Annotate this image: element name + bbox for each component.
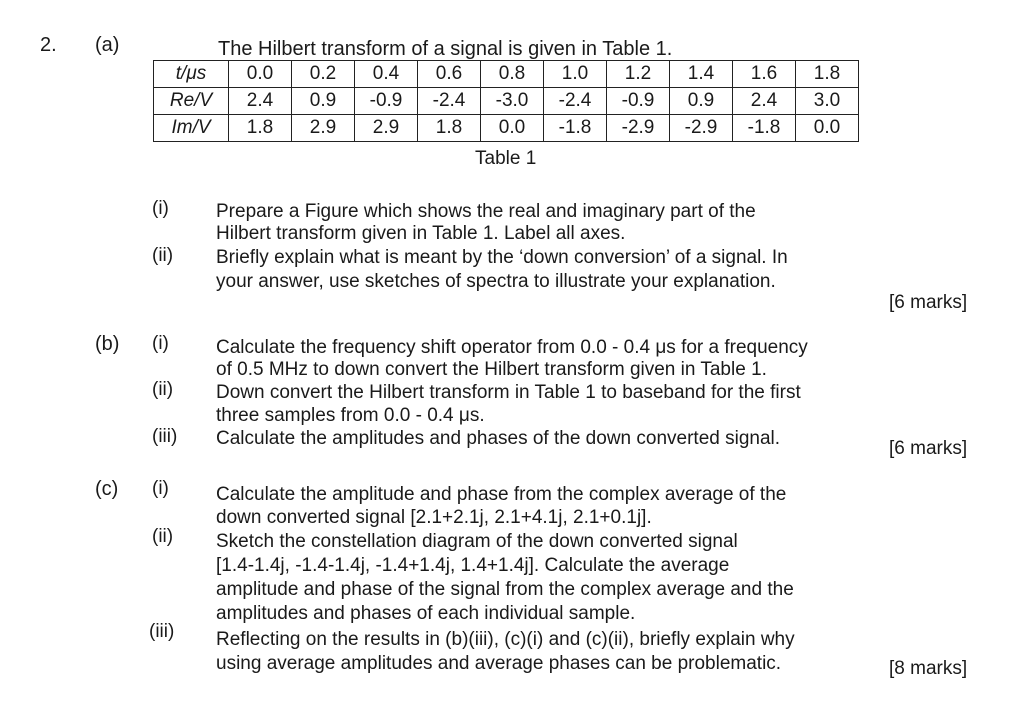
item-text-line: Calculate the frequency shift operator from 0.0 - 0.4 μs for a frequency <box>216 337 808 358</box>
item-text-line: Prepare a Figure which shows the real and imaginary part of the <box>216 201 756 222</box>
item-text-line: Calculate the amplitudes and phases of the down converted signal. <box>216 428 781 449</box>
table-header-cell: Im/V <box>154 115 229 142</box>
item-text-line: Briefly explain what is meant by the ‘down conversion’ of a signal. In <box>216 247 788 268</box>
table-cell: -1.8 <box>544 115 607 142</box>
table-cell: 1.8 <box>796 61 859 88</box>
item-text-line: your answer, use sketches of spectra to illustrate your explanation. <box>216 271 776 292</box>
table-cell: 1.8 <box>418 115 481 142</box>
item-text-line: down converted signal [2.1+2.1j, 2.1+4.1j, 2.1+0.1j]. <box>216 507 652 528</box>
hilbert-table <box>153 60 859 142</box>
table-cell: 0.0 <box>481 115 544 142</box>
item-number: (iii) <box>149 621 175 642</box>
item-text-line: Down convert the Hilbert transform in Table 1 to baseband for the first <box>216 382 801 403</box>
table-cell: 2.9 <box>292 115 355 142</box>
table-cell: 1.0 <box>544 61 607 88</box>
table-cell: -3.0 <box>481 88 544 115</box>
table-cell: -2.4 <box>544 88 607 115</box>
marks-label: [6 marks] <box>889 292 968 313</box>
item-text-line: three samples from 0.0 - 0.4 μs. <box>216 405 485 426</box>
table-cell: 0.6 <box>418 61 481 88</box>
item-text-line: [1.4-1.4j, -1.4-1.4j, -1.4+1.4j, 1.4+1.4j]. Calculate the average <box>216 555 730 576</box>
table-row-real <box>154 88 859 115</box>
item-number: (i) <box>152 478 169 499</box>
table-cell: -0.9 <box>355 88 418 115</box>
table-cell: 1.2 <box>607 61 670 88</box>
part-b-label: (b) <box>95 333 120 355</box>
table-header-cell: t/μs <box>154 61 229 88</box>
table-cell: 0.4 <box>355 61 418 88</box>
table-cell: 0.0 <box>796 115 859 142</box>
item-number: (ii) <box>152 526 174 547</box>
table-cell: 2.9 <box>355 115 418 142</box>
table-cell: -2.9 <box>607 115 670 142</box>
item-number: (ii) <box>152 379 174 400</box>
item-number: (i) <box>152 198 169 219</box>
item-text-line: Reflecting on the results in (b)(iii), (c)(i) and (c)(ii), briefly explain why <box>216 629 795 650</box>
part-c-label: (c) <box>95 478 119 500</box>
table-row-time <box>154 61 859 88</box>
table-cell: -1.8 <box>733 115 796 142</box>
item-text-line: amplitudes and phases of each individual sample. <box>216 603 636 624</box>
marks-label: [6 marks] <box>889 438 968 459</box>
item-text-line: Hilbert transform given in Table 1. Label all axes. <box>216 223 626 244</box>
item-text-line: of 0.5 MHz to down convert the Hilbert transform given in Table 1. <box>216 359 767 380</box>
item-number: (ii) <box>152 245 174 266</box>
item-text-line: using average amplitudes and average phases can be problematic. <box>216 653 782 674</box>
table-cell: 2.4 <box>733 88 796 115</box>
marks-label: [8 marks] <box>889 658 968 679</box>
table-header-cell: Re/V <box>154 88 229 115</box>
table-cell: 1.6 <box>733 61 796 88</box>
table-row-imag <box>154 115 859 142</box>
table-cell: 0.0 <box>229 61 292 88</box>
table-cell: 0.8 <box>481 61 544 88</box>
part-a-intro: The Hilbert transform of a signal is given in Table 1. <box>218 38 673 60</box>
table-cell: 2.4 <box>229 88 292 115</box>
table-cell: 1.4 <box>670 61 733 88</box>
table-caption: Table 1 <box>475 148 537 169</box>
table-cell: 0.9 <box>292 88 355 115</box>
table-cell: -2.9 <box>670 115 733 142</box>
table-cell: 0.2 <box>292 61 355 88</box>
item-text-line: Calculate the amplitude and phase from the complex average of the <box>216 484 787 505</box>
item-text-line: amplitude and phase of the signal from the complex average and the <box>216 579 794 600</box>
table-cell: 1.8 <box>229 115 292 142</box>
item-number: (i) <box>152 333 169 354</box>
table-cell: -0.9 <box>607 88 670 115</box>
part-a-label: (a) <box>95 34 120 56</box>
question-number: 2. <box>40 34 57 56</box>
item-number: (iii) <box>152 426 178 447</box>
table-cell: 3.0 <box>796 88 859 115</box>
table-cell: -2.4 <box>418 88 481 115</box>
item-text-line: Sketch the constellation diagram of the down converted signal <box>216 531 738 552</box>
table-cell: 0.9 <box>670 88 733 115</box>
